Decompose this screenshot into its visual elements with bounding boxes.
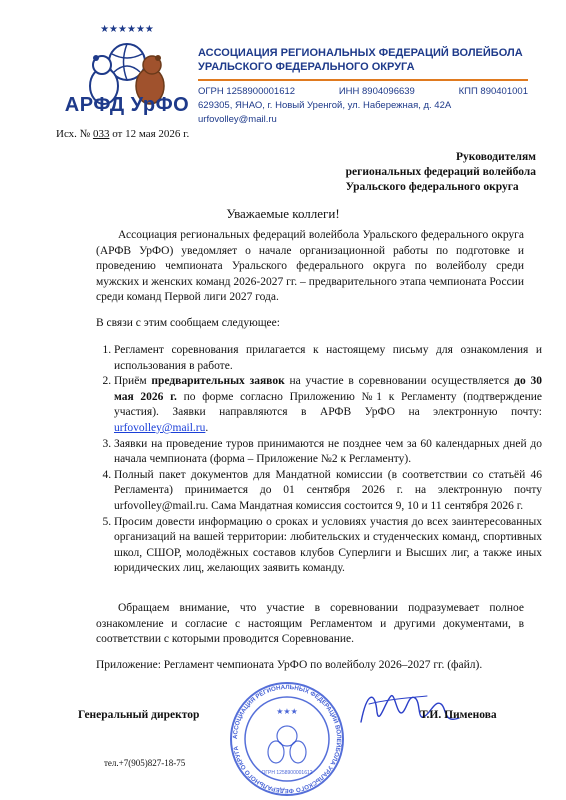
list-item: 5. Просим довести информацию о сроках и условиях участия до всех заинтересованных организаций на вашей территории: любительских и студенческих команд, спортивных школ, СШОР, молодёжных составов клубов Суперлиги и Высших лиг, а также иных юридических лиц, желающих заявить команду. [114,515,542,577]
emphasis-deadline: до 30 мая 2026 г. [114,375,542,403]
list-item: 3. Заявки на проведение туров принимаются не позднее чем за 60 календарных дней до начала чемпионата (форма – Приложение №2 к Регламенту). [114,437,542,468]
intro-paragraph: Ассоциация региональных федераций волейбола Уральского федерального округа (АРФВ УрФО) уведомляет о начале организационной работы по подготовке и проведению чемпионата Уральского федерального округа по волейболу среди мужских и женских команд 2026-2027 гг. – предварительного этапа чемпионата России среди команд Первой лиги 2027 года. [96,229,524,304]
postal-address: 629305, ЯНАО, г. Новый Уренгой, ул. Набережная, д. 42А [198,100,452,111]
list-item: 2. Приём предварительных заявок на участие в соревновании осуществляется до 30 мая 2026 г. по форме согласно Приложению №1 к Регламенту (подтверждение участия). Заявки направляются в АРФВ УрФО на электронную почту: urfovolley@mail.ru. [114,374,542,436]
outgoing-number-value: 033 [92,128,110,140]
contact-phone: тел.+7(905)827-18-75 [104,758,186,768]
numbered-list [96,343,542,577]
logo-wordmark: АРФД УрФО [64,94,190,116]
outgoing-prefix: Исх. № [56,128,91,140]
inn: ИНН 8904096639 [338,86,415,97]
header-email[interactable]: urfovolley@mail.ru [198,114,277,125]
emphasis-preliminary-applications: предварительных заявок [151,375,285,388]
logo-stars: ★★★★★★ [100,24,154,35]
ogrn: ОГРН 1258900001612 [198,86,296,97]
organization-stamp [222,680,352,798]
signatory-name: Т.И. Пименова [420,709,497,721]
addressee-line-1: Руководителям [456,151,536,163]
svg-text:★★★: ★★★ [276,707,298,716]
lead-paragraph: В связи с этим сообщаем следующее: [96,317,280,329]
registration-numbers [198,86,528,97]
signatory-title: Генеральный директор [78,709,200,721]
outgoing-date: от 12 мая 2026 г. [112,128,190,140]
list-item: 1. Регламент соревнования прилагается к настоящему письму для ознакомления и использования в работе. [114,343,542,374]
salutation: Уважаемые коллеги! [226,206,340,221]
kpp: КПП 890401001 [458,86,528,97]
stamp-ring-text: АССОЦИАЦИЯ РЕГИОНАЛЬНЫХ ФЕДЕРАЦИЙ ВОЛЕЙБОЛА УРАЛЬСКОГО ФЕДЕРАЛЬНОГО ОКРУГА [231,683,343,795]
list-item: 4. Полный пакет документов для Мандатной комиссии (в соответствии со статьёй 46 Регламента) принимается до 01 сентября 2026 г. на электронную почту urfovolley@mail.ru. Сама Мандатная комиссия состоится 9, 10 и 11 сентября 2026 г. [114,468,542,515]
header-divider [198,79,528,81]
addressee-line-3: Уральского федерального округа [345,181,519,193]
addressee-block [346,150,536,195]
addressee-line-2: региональных федераций волейбола [345,166,536,178]
handwritten-signature [355,682,465,734]
email-link[interactable]: urfovolley@mail.ru [114,421,206,434]
attachment-line: Приложение: Регламент чемпионата УрФО по волейболу 2026–2027 гг. (файл). [96,659,483,671]
organization-title [198,46,538,74]
org-title-line-2: УРАЛЬСКОГО ФЕДЕРАЛЬНОГО ОКРУГА [198,61,415,73]
org-title-line-1: АССОЦИАЦИЯ РЕГИОНАЛЬНЫХ ФЕДЕРАЦИЙ ВОЛЕЙБОЛА [198,47,523,59]
outgoing-number [56,128,189,140]
stamp-inner-text: ОГРН 1258900001612 [261,770,313,776]
notice-paragraph: Обращаем внимание, что участие в соревновании подразумевает полное ознакомление и согласие с настоящим Регламентом и другими документами, в соответствии с которыми проводится Соревнование. [96,602,524,646]
